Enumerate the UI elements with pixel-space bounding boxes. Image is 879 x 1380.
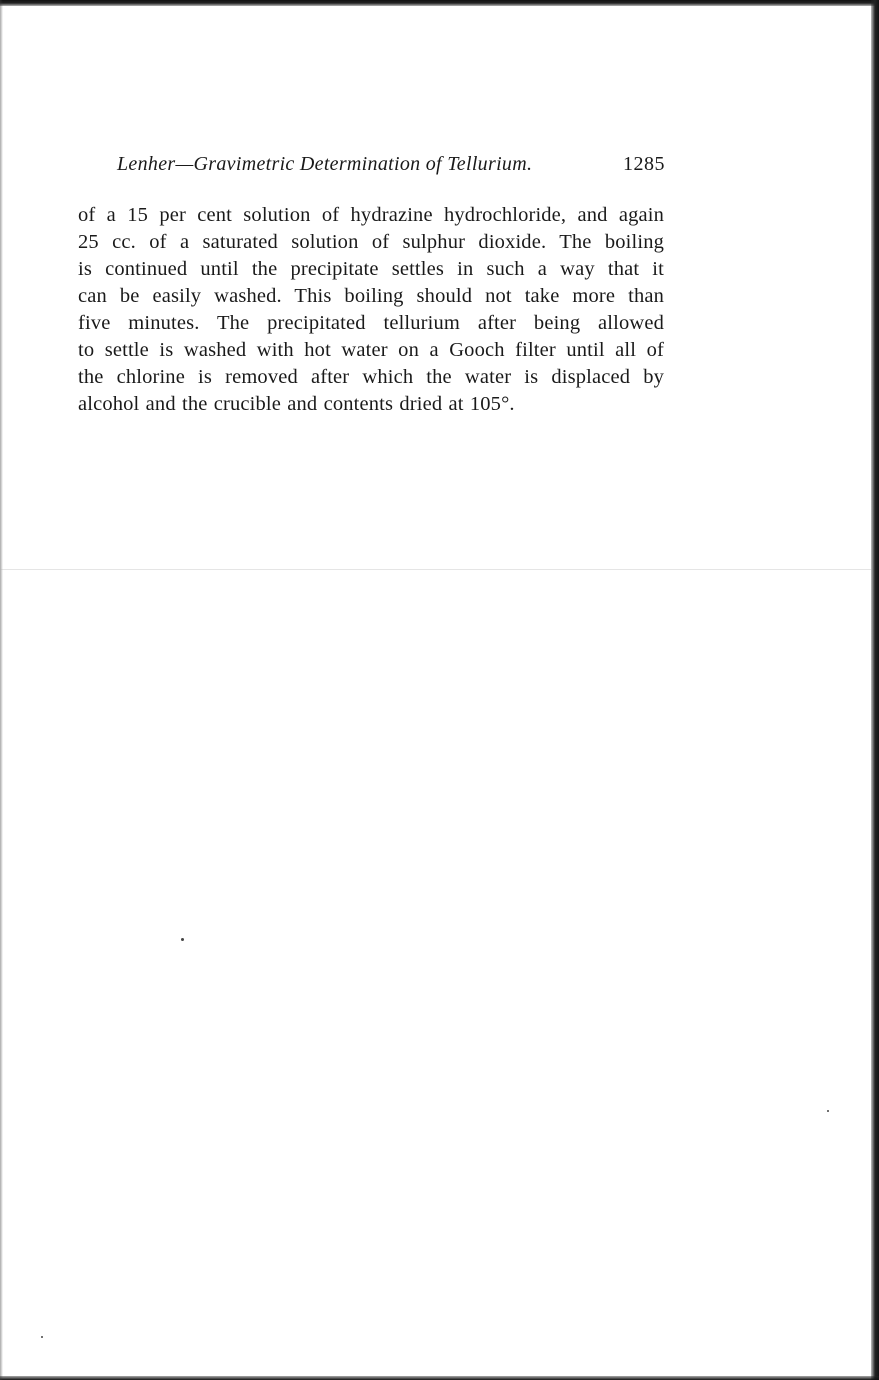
text-line: of a 15 per cent solution of hydrazine hydrochloride, and again [78,204,664,226]
running-title: Lenher—Gravimetric Determination of Tellurium. [117,153,533,175]
page-number: 1285 [623,153,665,175]
scan-speck [181,938,184,941]
scan-speck [41,1336,43,1338]
text-line: can be easily washed. This boiling should not take more than [78,285,664,307]
text-line: the chlorine is removed after which the water is displaced by [78,366,664,388]
scan-speck [827,1110,829,1112]
text-line: to settle is washed with hot water on a Gooch filter until all of [78,339,664,361]
text-line: 25 cc. of a saturated solution of sulphur dioxide. The boiling [78,231,664,253]
page-left-edge [0,0,3,1380]
text-line: five minutes. The precipitated tellurium after being allowed [78,312,664,334]
text-line: alcohol and the crucible and contents dried at 105°. [78,393,515,415]
text-line: is continued until the precipitate settles in such a way that it [78,258,664,280]
page-right-edge [871,0,879,1380]
page-bottom-edge [0,1376,879,1380]
body-paragraph [78,202,664,418]
page-top-edge [0,0,879,6]
running-head [117,150,665,178]
page-fold-line [0,569,871,570]
